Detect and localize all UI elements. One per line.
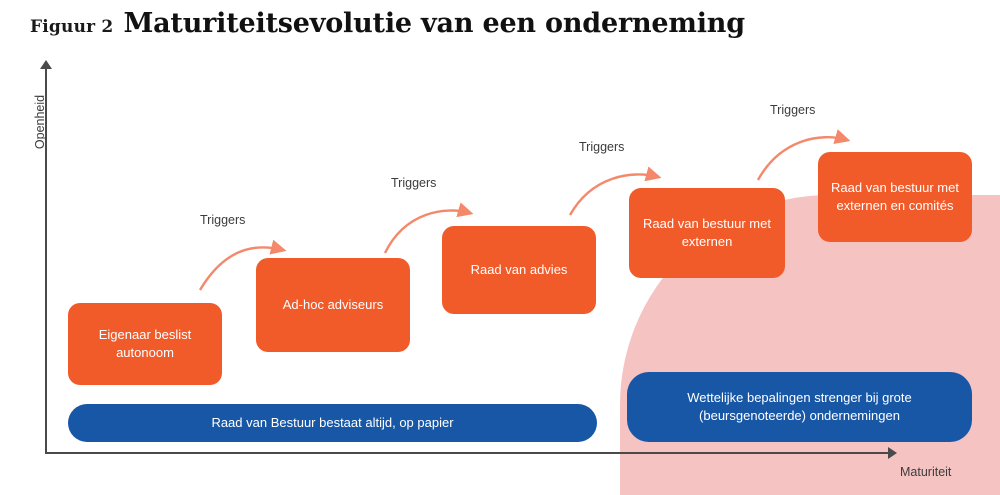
- x-axis-line: [45, 452, 890, 454]
- page-title: Maturiteitsevolutie van een onderneming: [123, 8, 745, 39]
- trigger-label-3: Triggers: [579, 140, 625, 154]
- x-axis-label: Maturiteit: [900, 465, 952, 479]
- bar-legal-provisions[interactable]: Wettelijke bepalingen strenger bij grote (beursgenoteerde) ondernemingen: [627, 372, 972, 442]
- x-axis-arrow-icon: [888, 447, 897, 459]
- bar-legal-paper[interactable]: Raad van Bestuur bestaat altijd, op papier: [68, 404, 597, 442]
- stage-box-4[interactable]: Raad van bestuur met externen: [629, 188, 785, 278]
- y-axis-label: Openheid: [33, 94, 47, 150]
- trigger-label-4: Triggers: [770, 103, 816, 117]
- stage-box-3[interactable]: Raad van advies: [442, 226, 596, 314]
- trigger-label-1: Triggers: [200, 213, 246, 227]
- figure-number: Figuur 2: [30, 17, 114, 37]
- stage-box-5[interactable]: Raad van bestuur met externen en comités: [818, 152, 972, 242]
- figure-header: [30, 8, 745, 39]
- stage-box-1[interactable]: Eigenaar beslist autonoom: [68, 303, 222, 385]
- trigger-label-2: Triggers: [391, 176, 437, 190]
- stage-box-2[interactable]: Ad-hoc adviseurs: [256, 258, 410, 352]
